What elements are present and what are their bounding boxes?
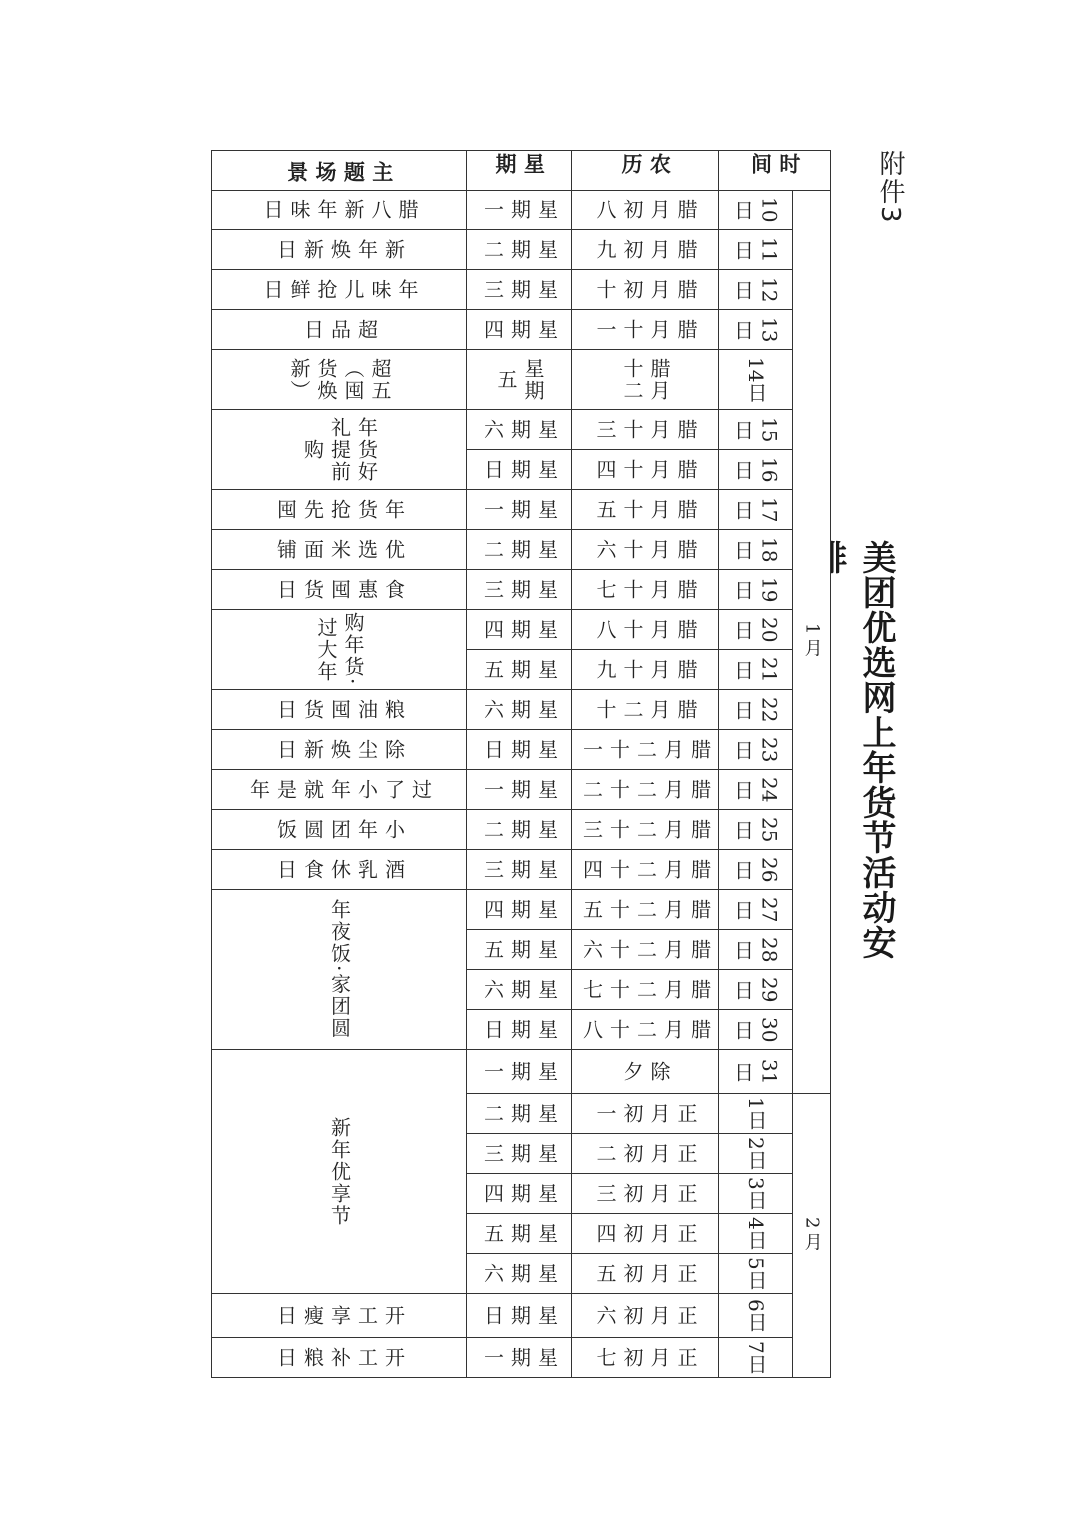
lunar-cell: 腊月初八	[571, 190, 719, 230]
weekday-cell: 星期六	[466, 969, 572, 1010]
date-cell: 17日	[718, 489, 793, 530]
date-cell: 27日	[718, 889, 793, 930]
date-cell: 20日	[718, 609, 793, 650]
label-weekday: 星期	[466, 150, 572, 191]
lunar-cell: 腊月初十	[571, 269, 719, 310]
lunar-cell: 腊月二十七	[571, 969, 719, 1010]
lunar-cell: 腊月二十八	[571, 1009, 719, 1050]
weekday-cell: 星期四	[466, 889, 572, 930]
weekday-cell: 星期三	[466, 269, 572, 310]
date-cell: 26日	[718, 849, 793, 890]
weekday-cell: 星期二	[466, 809, 572, 850]
lunar-cell: 腊月十六	[571, 529, 719, 570]
weekday-cell: 星期四	[466, 609, 572, 650]
theme-cell: 食惠囤货日	[211, 569, 467, 610]
date-cell: 29日	[718, 969, 793, 1010]
date-cell: 5日	[718, 1253, 793, 1294]
weekday-cell: 星期三	[466, 569, 572, 610]
theme-cell: 购年货·过大年	[211, 609, 467, 690]
document-title: 美团优选网上年货节活动安	[856, 540, 896, 960]
date-cell: 11日	[718, 229, 793, 270]
date-cell: 6日	[718, 1293, 793, 1338]
theme-cell: 年味儿抢鲜日	[211, 269, 467, 310]
date-cell: 30日	[718, 1009, 793, 1050]
theme-cell: 新年焕新日	[211, 229, 467, 270]
theme-cell: 超品日	[211, 309, 467, 350]
theme-cell: 超五（囤货焕新）	[211, 349, 467, 410]
weekday-cell: 星期五	[466, 649, 572, 690]
lunar-cell: 腊月十九	[571, 649, 719, 690]
weekday-cell: 星期三	[466, 849, 572, 890]
weekday-cell: 星期日	[466, 449, 572, 490]
weekday-cell: 星期一	[466, 1337, 572, 1378]
lunar-cell: 正月初一	[571, 1093, 719, 1134]
lunar-cell: 腊月二十二	[571, 769, 719, 810]
lunar-cell: 正月初二	[571, 1133, 719, 1174]
month-cell: 1月	[792, 190, 831, 1094]
date-cell: 14日	[718, 349, 793, 410]
date-cell: 23日	[718, 729, 793, 770]
weekday-cell: 星期六	[466, 1253, 572, 1294]
weekday-cell: 星期日	[466, 1293, 572, 1338]
date-cell: 2日	[718, 1133, 793, 1174]
weekday-cell: 星期二	[466, 529, 572, 570]
lunar-cell: 正月初五	[571, 1253, 719, 1294]
weekday-cell: 星期三	[466, 1133, 572, 1174]
lunar-cell: 腊月二十三	[571, 809, 719, 850]
date-cell: 24日	[718, 769, 793, 810]
theme-cell: 优选米面铺	[211, 529, 467, 570]
date-cell: 21日	[718, 649, 793, 690]
date-cell: 18日	[718, 529, 793, 570]
weekday-cell: 星期一	[466, 769, 572, 810]
date-cell: 16日	[718, 449, 793, 490]
lunar-cell: 腊月十四	[571, 449, 719, 490]
weekday-cell: 星期五	[466, 349, 572, 410]
theme-cell: 除尘焕新日	[211, 729, 467, 770]
weekday-cell: 星期一	[466, 489, 572, 530]
lunar-cell: 腊月十一	[571, 309, 719, 350]
lunar-cell: 正月初三	[571, 1173, 719, 1214]
lunar-cell: 腊月二十四	[571, 849, 719, 890]
date-cell: 19日	[718, 569, 793, 610]
weekday-cell: 星期五	[466, 1213, 572, 1254]
lunar-cell: 正月初四	[571, 1213, 719, 1254]
theme-cell: 小年团圆饭	[211, 809, 467, 850]
date-cell: 10日	[718, 190, 793, 230]
date-cell: 1日	[718, 1093, 793, 1134]
date-cell: 15日	[718, 409, 793, 450]
lunar-cell: 腊月十八	[571, 609, 719, 650]
theme-cell: 年夜饭·家团圆	[211, 889, 467, 1050]
weekday-cell: 星期日	[466, 1009, 572, 1050]
lunar-cell: 腊月二十	[571, 689, 719, 730]
weekday-cell: 星期六	[466, 689, 572, 730]
lunar-cell: 腊月二十五	[571, 889, 719, 930]
date-cell: 25日	[718, 809, 793, 850]
month-cell: 2月	[792, 1093, 831, 1378]
weekday-cell: 星期一	[466, 1049, 572, 1094]
theme-cell: 粮油囤货日	[211, 689, 467, 730]
date-cell: 7日	[718, 1337, 793, 1378]
date-cell: 12日	[718, 269, 793, 310]
lunar-cell: 腊月二十六	[571, 929, 719, 970]
lunar-cell: 正月初七	[571, 1337, 719, 1378]
lunar-cell: 腊月十二	[571, 349, 719, 410]
weekday-cell: 星期四	[466, 309, 572, 350]
lunar-cell: 腊月十五	[571, 489, 719, 530]
label-lunar: 农历	[571, 150, 719, 191]
date-cell: 22日	[718, 689, 793, 730]
weekday-cell: 星期五	[466, 929, 572, 970]
label-time: 时间	[718, 150, 831, 191]
lunar-cell: 腊月二十一	[571, 729, 719, 770]
lunar-cell: 除夕	[571, 1049, 719, 1094]
weekday-cell: 星期六	[466, 409, 572, 450]
weekday-cell: 星期日	[466, 729, 572, 770]
label-theme: 主题场景	[211, 150, 467, 191]
date-cell: 13日	[718, 309, 793, 350]
date-cell: 4日	[718, 1213, 793, 1254]
theme-cell: 年货好礼提前购	[211, 409, 467, 490]
lunar-cell: 正月初六	[571, 1293, 719, 1338]
weekday-cell: 星期一	[466, 190, 572, 230]
weekday-cell: 星期二	[466, 229, 572, 270]
theme-cell: 年货抢先囤	[211, 489, 467, 530]
lunar-cell: 腊月十三	[571, 409, 719, 450]
theme-cell: 腊八新年味日	[211, 190, 467, 230]
theme-cell: 新年优享节	[211, 1049, 467, 1294]
weekday-cell: 星期四	[466, 1173, 572, 1214]
theme-cell: 开工享瘦日	[211, 1293, 467, 1338]
theme-cell: 过了小年就是年	[211, 769, 467, 810]
date-cell: 31日	[718, 1049, 793, 1094]
weekday-cell: 星期二	[466, 1093, 572, 1134]
theme-cell: 酒乳休食日	[211, 849, 467, 890]
lunar-cell: 腊月初九	[571, 229, 719, 270]
date-cell: 3日	[718, 1173, 793, 1214]
date-cell: 28日	[718, 929, 793, 970]
theme-cell: 开工补粮日	[211, 1337, 467, 1378]
attachment-label: 附件3	[875, 150, 905, 225]
lunar-cell: 腊月十七	[571, 569, 719, 610]
